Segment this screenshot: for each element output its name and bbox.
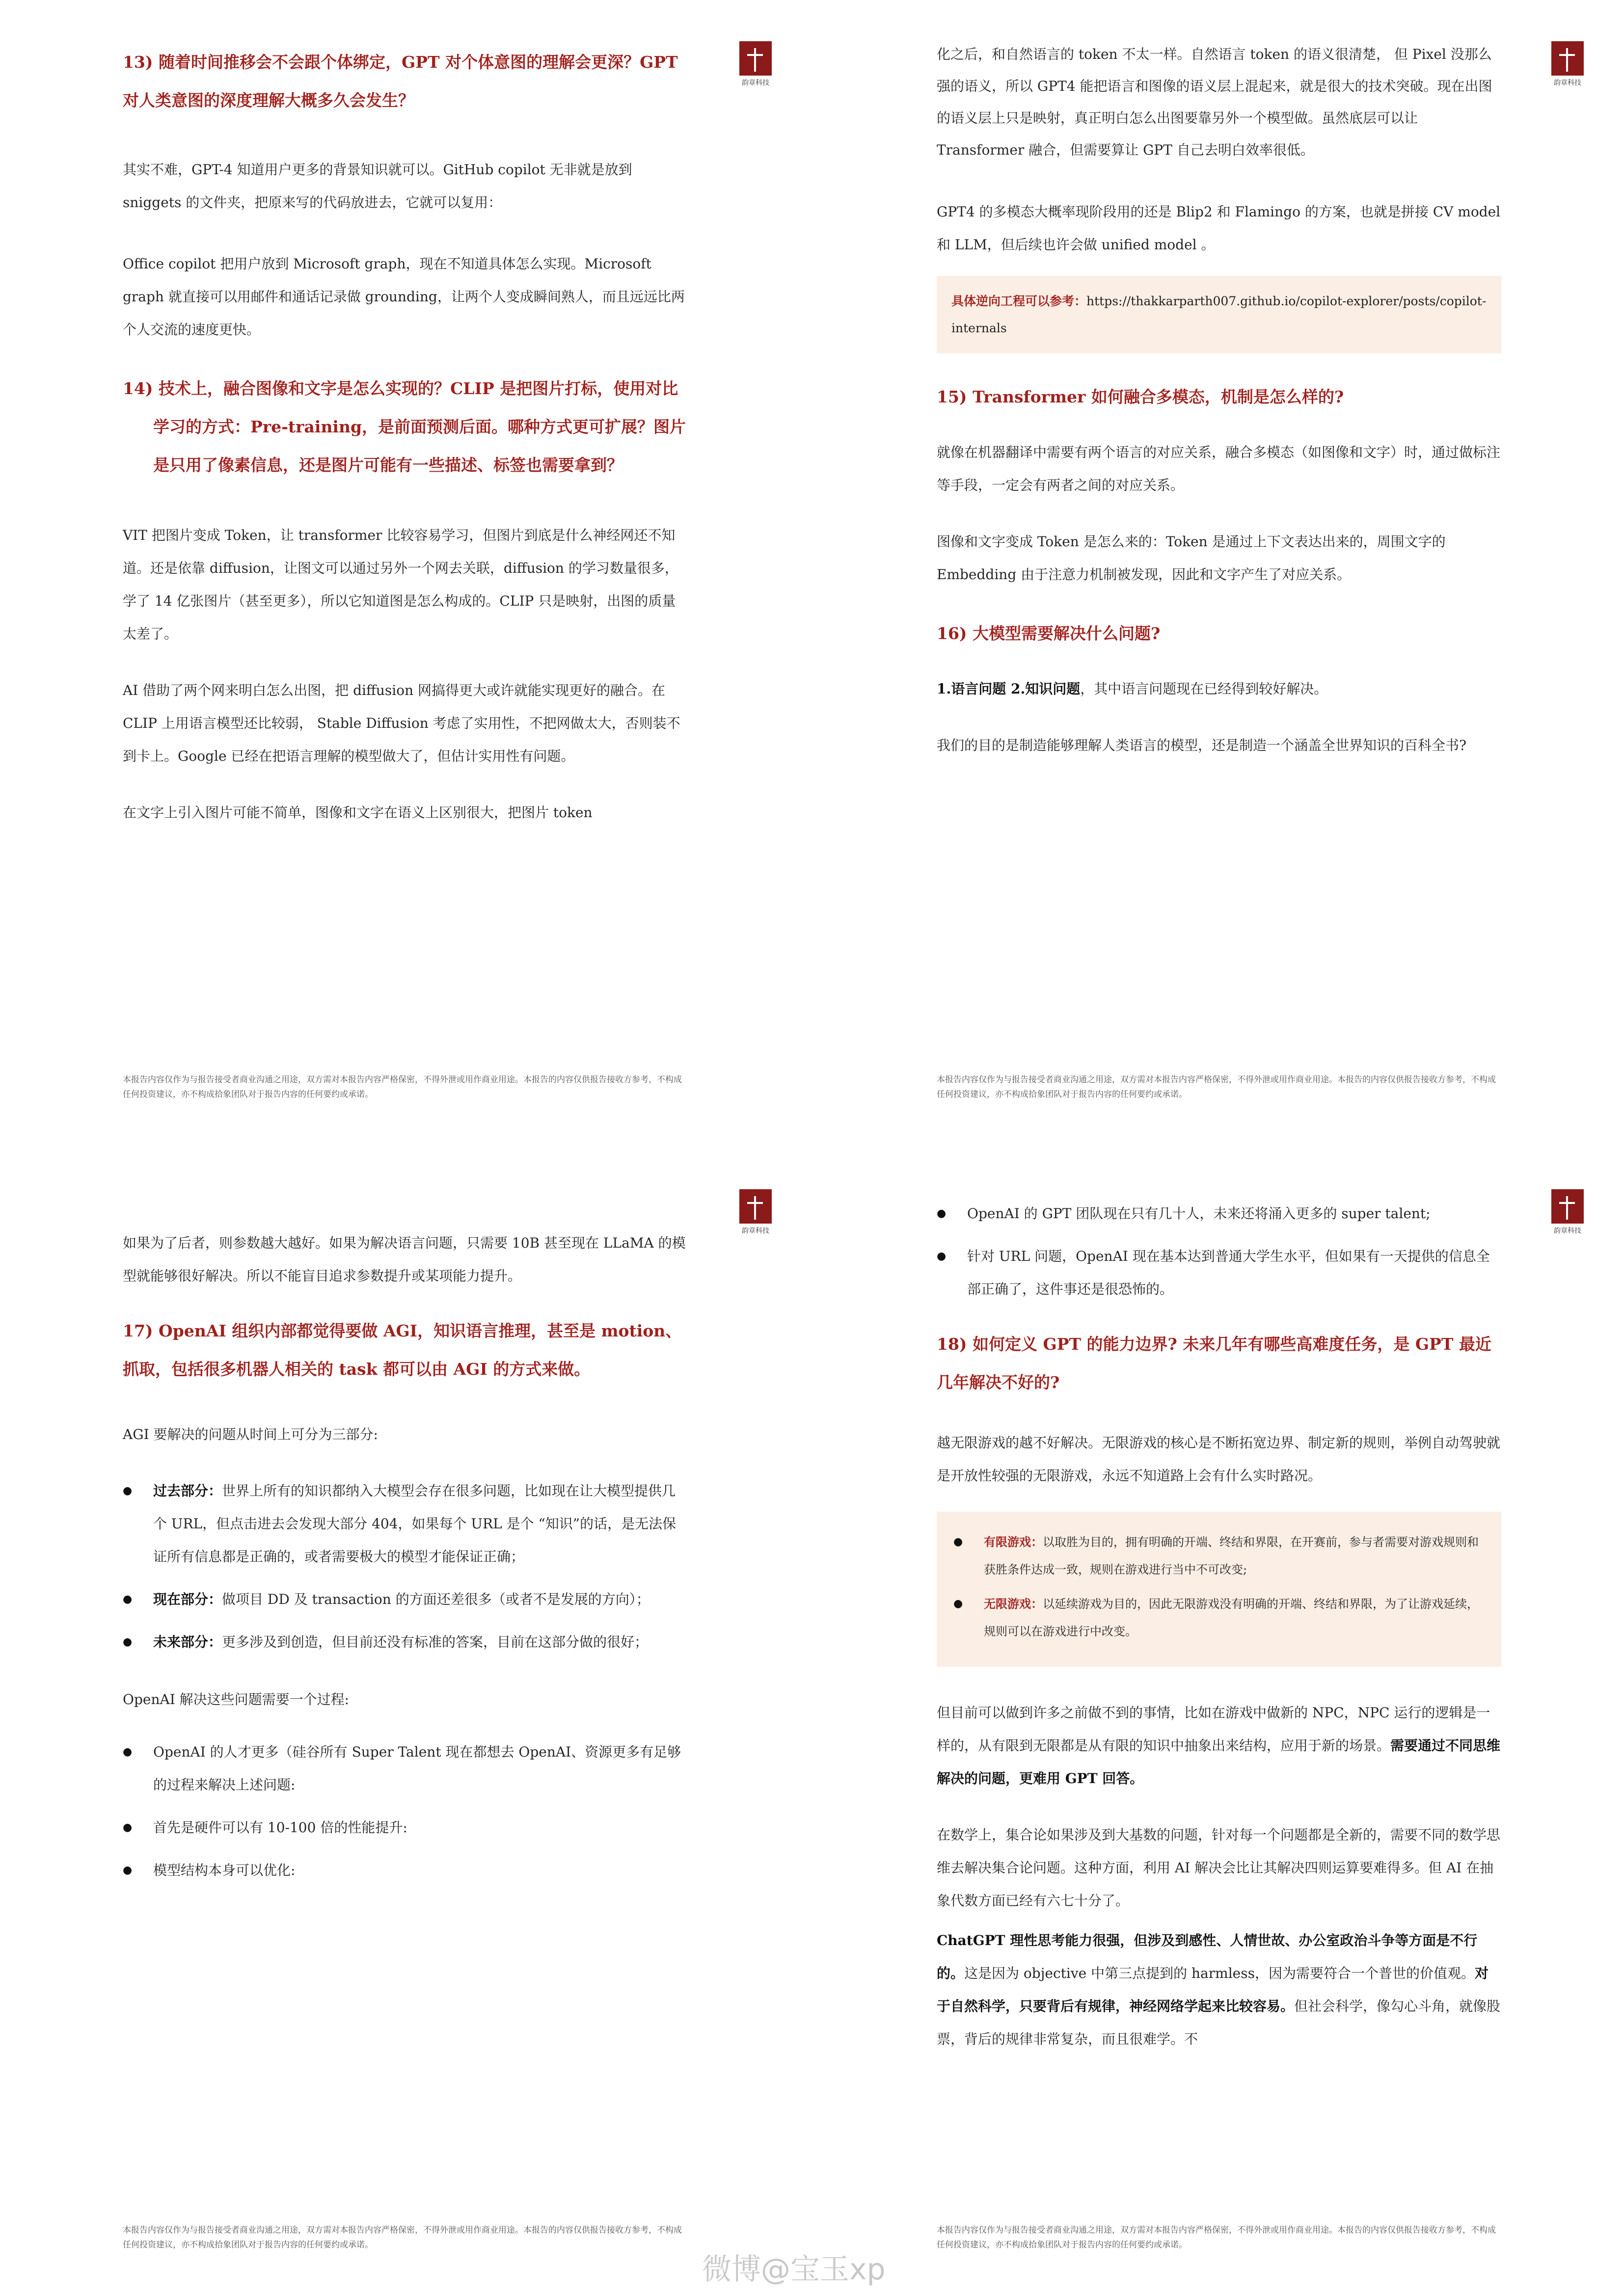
openai-team-list (937, 1197, 1501, 1306)
company-logo (737, 1189, 774, 1233)
page-2-content (937, 38, 1501, 790)
logo-mark-icon (739, 41, 772, 76)
question-17-heading: 17) OpenAI 组织内部都觉得要做 AGI，知识语言推理，甚至是 motion、抓取，包括很多机器人相关的 task 都可以由 AGI 的方式来做。 (123, 1321, 682, 1379)
list-item: ● 针对 URL 问题，OpenAI 现在基本达到普通大学生水平，但如果有一天提供的信息全部正确了，这件事还是很恐怖的。 (937, 1240, 1501, 1306)
paragraph: Office copilot 把用户放到 Microsoft graph，现在不知道具体怎么实现。Microsoft graph 就直接可以用邮件和通话记录做 grounding，让两个人变成瞬间熟人，而且远远比两个人交流的速度更快。 (123, 256, 685, 338)
reference-url-link[interactable]: https://thakkarparth007.github.io/copilot-explorer/posts/copilot-internals (951, 294, 1487, 335)
text: 以取胜为目的，拥有明确的开端、终结和界限，在开赛前，参与者需要对游戏规则和获胜条件达成一致，规则在游戏进行当中不可改变; (984, 1535, 1479, 1576)
logo-mark-icon (1551, 1189, 1584, 1224)
red-label: 有限游戏： (984, 1535, 1043, 1549)
company-logo (737, 41, 774, 85)
paragraph: 就像在机器翻译中需要有两个语言的对应关系，融合多模态（如图像和文字）时，通过做标注等手段，一定会有两者之间的对应关系。 (937, 444, 1501, 493)
game-definitions-box (937, 1512, 1501, 1667)
page-3-content (123, 1227, 689, 1911)
company-logo (1549, 1189, 1586, 1233)
list-item (953, 1590, 1485, 1645)
list-item (123, 1626, 689, 1658)
logo-mark-icon (1551, 41, 1584, 76)
disclaimer-footer: 本报告内容仅作为与报告接受者商业沟通之用途，双方需对本报告内容严格保密，不得外泄或用作商业用途。本报告的内容仅供报告接收方参考，不构成任何投资建议，亦不构成拾象团队对于报告内容的任何要约或承诺。 (123, 2225, 682, 2250)
list-item: ● OpenAI 的人才更多（硅谷所有 Super Talent 现在都想去 OpenAI、资源更多有足够的过程来解决上述问题: (123, 1735, 689, 1801)
page-3 (0, 1148, 812, 2296)
page-4-content (937, 1197, 1501, 2084)
bold-text: ChatGPT 理性思考能力很强，但涉及到感性、人情世故、办公室政治斗争等方面是不行的。 (937, 1932, 1478, 1981)
paragraph: 其实不难，GPT-4 知道用户更多的背景知识就可以。GitHub copilot 无非就是放到 sniggets 的文件夹，把原来写的代码放进去，它就可以复用： (123, 161, 632, 211)
text: ，其中语言问题现在已经得到较好解决。 (1080, 681, 1328, 697)
question-14-heading: 14) 技术上，融合图像和文字是怎么实现的？CLIP 是把图片打标，使用对比学习的方式：Pre-training，是前面预测后面。哪种方式更可扩展？图片是只用了像素信息，还是图片可能有一些描述、标签也需要拿到？ (123, 379, 686, 475)
bold-text: 需要通过不同思维解决的问题，更难用 GPT 回答。 (937, 1737, 1501, 1787)
game-definitions-list (953, 1528, 1485, 1645)
paragraph: AI 借助了两个网来明白怎么出图，把 diffusion 网搞得更大或许就能实现更好的融合。在 CLIP 上用语言模型还比较弱， Stable Diffusion 考虑了实用性，不把网做太大，否则装不到卡上。Google 已经在把语言理解的模型做大了，但估计实用性有问题。 (123, 682, 680, 764)
paragraph: 图像和文字变成 Token 是怎么来的：Token 是通过上下文表达出来的，周围文字的 Embedding 由于注意力机制被发现，因此和文字产生了对应关系。 (937, 534, 1446, 583)
bold-label: 现在部分： (153, 1591, 222, 1607)
list-item (123, 1474, 689, 1573)
disclaimer-footer: 本报告内容仅作为与报告接受者商业沟通之用途，双方需对本报告内容严格保密，不得外泄或用作商业用途。本报告的内容仅供报告接收方参考，不构成任何投资建议，亦不构成拾象团队对于报告内容的任何要约或承诺。 (123, 1075, 682, 1099)
bold-text: 1.语言问题 2.知识问题 (937, 681, 1081, 697)
paragraph: 越无限游戏的越不好解决。无限游戏的核心是不断拓宽边界、制定新的规则，举例自动驾驶就是开放性较强的无限游戏，永远不知道路上会有什么实时路况。 (937, 1435, 1501, 1484)
red-label: 无限游戏： (984, 1597, 1043, 1611)
text: 这是因为 objective 中第三点提到的 harmless，因为需要符合一个普世的价值观。 (964, 1965, 1475, 1981)
paragraph: 在文字上引入图片可能不简单，图像和文字在语义上区别很大，把图片 token (123, 804, 593, 821)
paragraph: 如果为了后者，则参数越大越好。如果为解决语言问题，只需要 10B 甚至现在 LLaMA 的模型就能够很好解决。所以不能盲目追求参数提升或某项能力提升。 (123, 1235, 686, 1284)
paragraph: AGI 要解决的问题从时间上可分为三部分: (123, 1426, 378, 1442)
logo-mark-icon (739, 1189, 772, 1224)
text: 以延续游戏为目的，因此无限游戏没有明确的开端、终结和界限，为了让游戏延续，规则可以在游戏进行中改变。 (984, 1597, 1479, 1638)
text: 更多涉及到创造，但目前还没有标准的答案，目前在这部分做的很好； (222, 1634, 649, 1650)
question-15-heading: 15) Transformer 如何融合多模态，机制是怎么样的? (937, 387, 1344, 406)
company-logo (1549, 41, 1586, 85)
page-1-content (123, 43, 689, 857)
question-13-heading: 13) 随着时间推移会不会跟个体绑定，GPT 对个体意图的理解会更深？GPT 对人类意图的深度理解大概多久会发生？ (123, 53, 678, 110)
paragraph: VIT 把图片变成 Token，让 transformer 比较容易学习，但图片到底是什么神经网还不知道。还是依靠 diffusion，让图文可以通过另外一个网去关联，diffusion 的学习数量很多，学了 14 亿张图片（甚至更多），所以它知道图是怎么构成的。CLIP 只是映射，出图的质量太差了。 (123, 527, 678, 642)
logo-text: 韵章科技 (1554, 1227, 1581, 1235)
list-item: ● 模型结构本身可以优化: (123, 1854, 689, 1887)
paragraph: OpenAI 解决这些问题需要一个过程: (123, 1691, 350, 1708)
paragraph (937, 1696, 1501, 1795)
reference-note-box (937, 276, 1501, 353)
paragraph: 化之后，和自然语言的 token 不太一样。自然语言 token 的语义很清楚， 但 Pixel 没那么强的语义，所以 GPT4 能把语言和图像的语义层上混起来，就是很大的技术突破。现在出图的语义层上只是映射，真正明白怎么出图要靠另外一个模型做。虽然底层可以让 Transformer 融合，但需要算让 GPT 自己去明白效率很低。 (937, 46, 1492, 158)
reference-label: 具体逆向工程可以参考： (951, 294, 1087, 308)
paragraph: 在数学上，集合论如果涉及到大基数的问题，针对每一个问题都是全新的，需要不同的数学思维去解决集合论问题。这种方面，利用 AI 解决会比让其解决四则运算要难得多。但 AI 在抽象代数方面已经有六七十分了。 (937, 1827, 1501, 1909)
list-item: ● OpenAI 的 GPT 团队现在只有几十人，未来还将涌入更多的 super talent; (937, 1197, 1501, 1230)
paragraph: GPT4 的多模态大概率现阶段用的还是 Blip2 和 Flamingo 的方案，也就是拼接 CV model 和 LLM，但后续也许会做 unified model 。 (937, 204, 1501, 253)
text: 世界上所有的知识都纳入大模型会存在很多问题，比如现在让大模型提供几个 URL，但点击进去会发现大部分 404，如果每个 URL 是个 “知识”的话，是无法保证所有信息都是正确的，或者需要极大的模型才能保证正确； (153, 1483, 677, 1565)
text: 做项目 DD 及 transaction 的方面还差很多（或者不是发展的方向）； (222, 1591, 650, 1607)
disclaimer-footer: 本报告内容仅作为与报告接受者商业沟通之用途，双方需对本报告内容严格保密，不得外泄或用作商业用途。本报告的内容仅供报告接收方参考，不构成任何投资建议，亦不构成拾象团队对于报告内容的任何要约或承诺。 (937, 2225, 1496, 2250)
paragraph (937, 672, 1501, 705)
question-16-heading: 16) 大模型需要解决什么问题? (937, 624, 1161, 643)
logo-text: 韵章科技 (742, 79, 769, 87)
bold-label: 过去部分： (153, 1483, 222, 1499)
disclaimer-footer: 本报告内容仅作为与报告接受者商业沟通之用途，双方需对本报告内容严格保密，不得外泄或用作商业用途。本报告的内容仅供报告接收方参考，不构成任何投资建议，亦不构成拾象团队对于报告内容的任何要约或承诺。 (937, 1075, 1496, 1099)
page-2 (812, 0, 1624, 1148)
list-item (953, 1528, 1485, 1583)
text: 但社会科学，像勾心斗角，就像股票，背后的规律非常复杂，而且很难学。不 (937, 1998, 1501, 2047)
page-4 (812, 1148, 1624, 2296)
bold-label: 未来部分： (153, 1634, 222, 1650)
paragraph (937, 1924, 1501, 2056)
agi-parts-list (123, 1474, 689, 1658)
text: 但目前可以做到许多之前做不到的事情，比如在游戏中做新的 NPC，NPC 运行的逻辑是一样的，从有限到无限都是从有限的知识中抽象出来结构，应用于新的场景。 (937, 1705, 1490, 1754)
bold-text: 对于自然科学，只要背后有规律，神经网络学起来比较容易。 (937, 1965, 1489, 2014)
openai-process-list (123, 1735, 689, 1887)
logo-text: 韵章科技 (742, 1227, 769, 1235)
list-item (123, 1583, 689, 1616)
logo-text: 韵章科技 (1554, 79, 1581, 87)
list-item: ● 首先是硬件可以有 10-100 倍的性能提升: (123, 1811, 689, 1844)
question-18-heading: 18) 如何定义 GPT 的能力边界? 未来几年有哪些高难度任务，是 GPT 最近几年解决不好的? (937, 1335, 1491, 1392)
paragraph: 我们的目的是制造能够理解人类语言的模型，还是制造一个涵盖全世界知识的百科全书? (937, 737, 1467, 753)
page-1 (0, 0, 812, 1148)
weibo-watermark: 微博@宝玉xp (702, 2252, 886, 2287)
